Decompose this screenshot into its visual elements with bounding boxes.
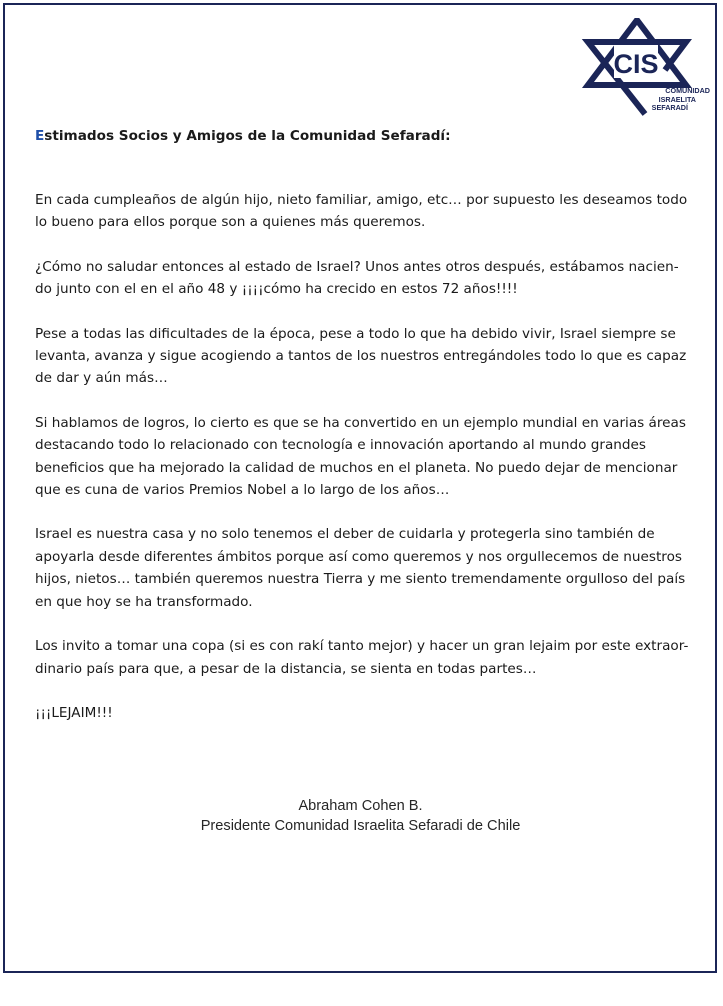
logo-line-2: ISRAELITA [658,94,696,104]
paragraph-4: Si hablamos de logros, lo cierto es que se ha convertido en un ejemplo mundial en varias áreas destacando todo lo relacionado con tecnología e innovación aportando al mundo grandes beneficios que ha mejorado la calidad de muchos en el planeta. No puedo dejar de mencionar que es cuna de varios Premios Nobel a lo largo de los años… [35,414,686,499]
logo-line-3: SEFARADÍ [651,103,688,112]
cis-logo [577,18,715,118]
greeting-initial: E [35,128,45,144]
logo-caption [640,87,710,113]
logo-initials: CIS [613,49,659,79]
logo-line-1: COMUNIDAD [665,86,710,95]
paragraph-1: En cada cumpleaños de algún hijo, nieto familiar, amigo, etc… por supuesto les deseamos todo lo bueno para ellos porque son a quienes más queremos. [35,192,688,231]
letter-page [3,3,717,973]
paragraph-6: Los invito a tomar una copa (si es con rakí tanto mejor) y hacer un gran lejaim por este extraor- dinario país para que, a pesar de la distancia, se sienta en todas partes… [35,638,689,677]
paragraph-2: ¿Cómo no saludar entonces al estado de Israel? Unos antes otros después, estábamos nacien- do junto con el en el año 48 y ¡¡¡¡cómo ha crecido en estos 72 años!!!! [35,258,679,298]
letter-body [35,125,700,724]
closing-toast: ¡¡¡LEJAIM!!! [35,704,113,721]
paragraph-5: Israel es nuestra casa y no solo tenemos el deber de cuidarla y protegerla sino también de apoyarla desde diferentes ámbitos porque así como queremos y nos orgullecemos de nuestros hijos, nietos… también queremos nuestra Tierra y me siento tremendamente orgulloso del país en que hoy se ha transformado. [35,526,686,610]
signer-name: Abraham Cohen B. [298,798,423,814]
signature-block [5,796,716,836]
greeting [35,125,700,147]
paragraph-3: Pese a todas las dificultades de la época, pese a todo lo que ha debido vivir, Israel siempre se levanta, avanza y sigue acogiendo a tantos de los nuestros entregándoles todo lo que es capaz de dar y aún más… [35,325,687,387]
signer-title: Presidente Comunidad Israelita Sefaradi de Chile [200,818,521,834]
greeting-text: stimados Socios y Amigos de la Comunidad Sefaradí: [44,128,451,144]
